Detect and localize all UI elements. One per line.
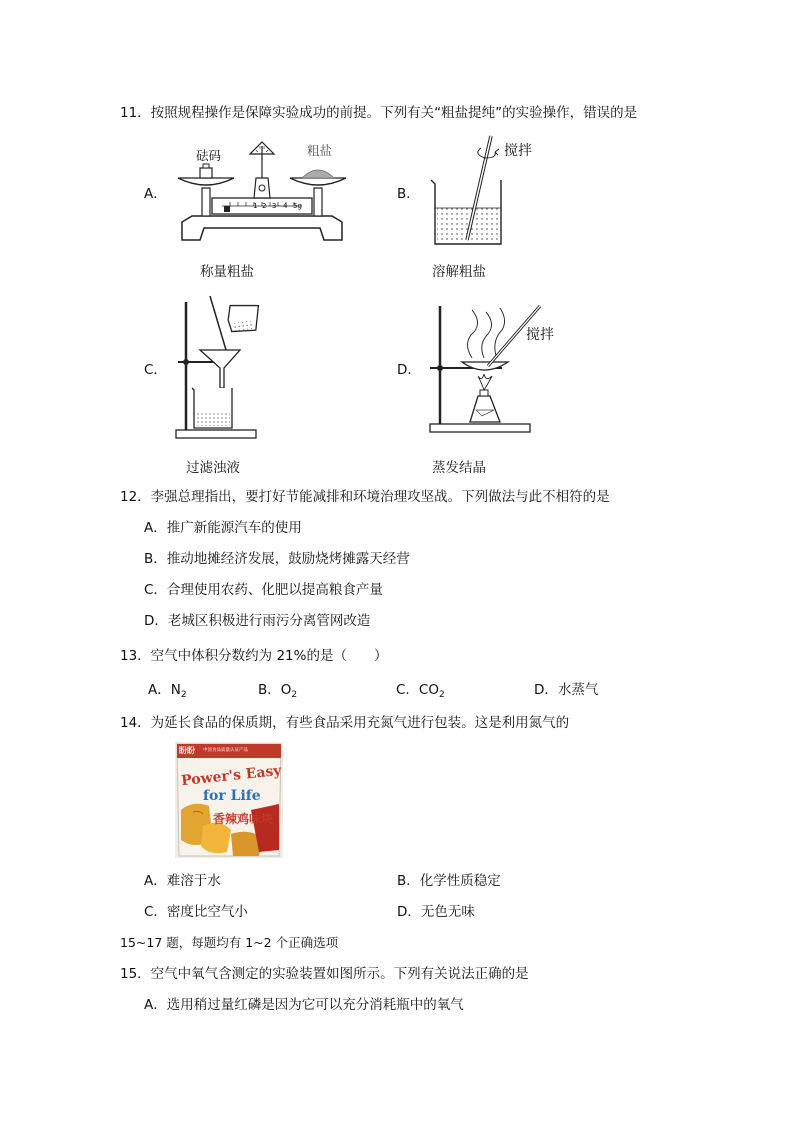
snack-brand: 盼盼 xyxy=(179,746,195,755)
scale-tick-1: 1 xyxy=(253,202,258,210)
q11-option-d-caption: 蒸发结晶 xyxy=(432,460,486,476)
q14-option-c: C．密度比空气小 xyxy=(144,904,248,920)
q13-stem: 13．空气中体积分数约为 21%的是（ ） xyxy=(120,648,388,664)
scale-tick-5: 5g xyxy=(293,202,302,210)
section-note: 15~17 题，每题均有 1~2 个正确选项 xyxy=(120,935,339,950)
scale-tick-2: 2 xyxy=(262,202,267,210)
q14-option-b: B．化学性质稳定 xyxy=(397,873,501,889)
evaporation-figure xyxy=(422,298,562,438)
dissolve-figure xyxy=(425,132,555,252)
snack-flavor: 香辣鸡味块 xyxy=(213,812,274,826)
q13-option-d: D．水蒸气 xyxy=(534,682,599,698)
q11-option-a-caption: 称量粗盐 xyxy=(200,264,254,280)
scale-tick-3: 3 xyxy=(272,202,277,210)
q12-option-d: D．老城区积极进行雨污分离管网改造 xyxy=(144,613,371,629)
q11-stem: 11．按照规程操作是保障实验成功的前提。下列有关“粗盐提纯”的实验操作，错误的是 xyxy=(120,105,638,121)
q14-stem: 14．为延长食品的保质期，有些食品采用充氮气进行包装。这是利用氮气的 xyxy=(120,715,570,731)
q13-option-a: A．$N_2$ xyxy=(148,682,187,700)
q13-option-b: B．$O_2$ xyxy=(258,682,298,700)
stir-label-b: 搅拌 xyxy=(504,143,532,159)
q12-option-a: A．推广新能源汽车的使用 xyxy=(144,520,302,536)
q14-option-a: A．难溶于水 xyxy=(144,873,221,889)
q12-stem: 12．李强总理指出，要打好节能减排和环境治理攻坚战。下列做法与此不相符的是 xyxy=(120,489,610,505)
snack-tag: 中国食品质量认证产品 xyxy=(203,748,248,753)
q12-option-b: B．推动地摊经济发展，鼓励烧烤摊露天经营 xyxy=(144,551,410,567)
snack-package-image xyxy=(173,740,285,860)
q11-option-c-caption: 过滤浊液 xyxy=(186,460,240,476)
q11-option-d-letter: D． xyxy=(397,362,421,378)
q11-option-b-caption: 溶解粗盐 xyxy=(432,264,486,280)
filtration-figure xyxy=(172,292,282,442)
salt-label: 粗盐 xyxy=(307,143,333,158)
snack-slogan-2: for Life xyxy=(203,788,261,804)
q11-option-a-letter: A． xyxy=(144,186,167,202)
q14-option-d: D．无色无味 xyxy=(397,904,475,920)
q13-option-c: C．$CO_2$ xyxy=(396,682,445,700)
q15-stem: 15．空气中氧气含测定的实验装置如图所示。下列有关说法正确的是 xyxy=(120,966,529,982)
q11-option-c-letter: C． xyxy=(144,362,167,378)
snack-slogan-1: Power's Easy xyxy=(180,762,283,790)
q11-option-b-letter: B． xyxy=(397,186,420,202)
scale-tick-4: 4 xyxy=(283,202,288,210)
weight-label: 砝码 xyxy=(196,148,222,163)
q15-option-a: A．选用稍过量红磷是因为它可以充分消耗瓶中的氧气 xyxy=(144,997,464,1013)
stir-label-d: 搅拌 xyxy=(526,327,554,343)
q12-option-c: C．合理使用农药、化肥以提高粮食产量 xyxy=(144,582,383,598)
